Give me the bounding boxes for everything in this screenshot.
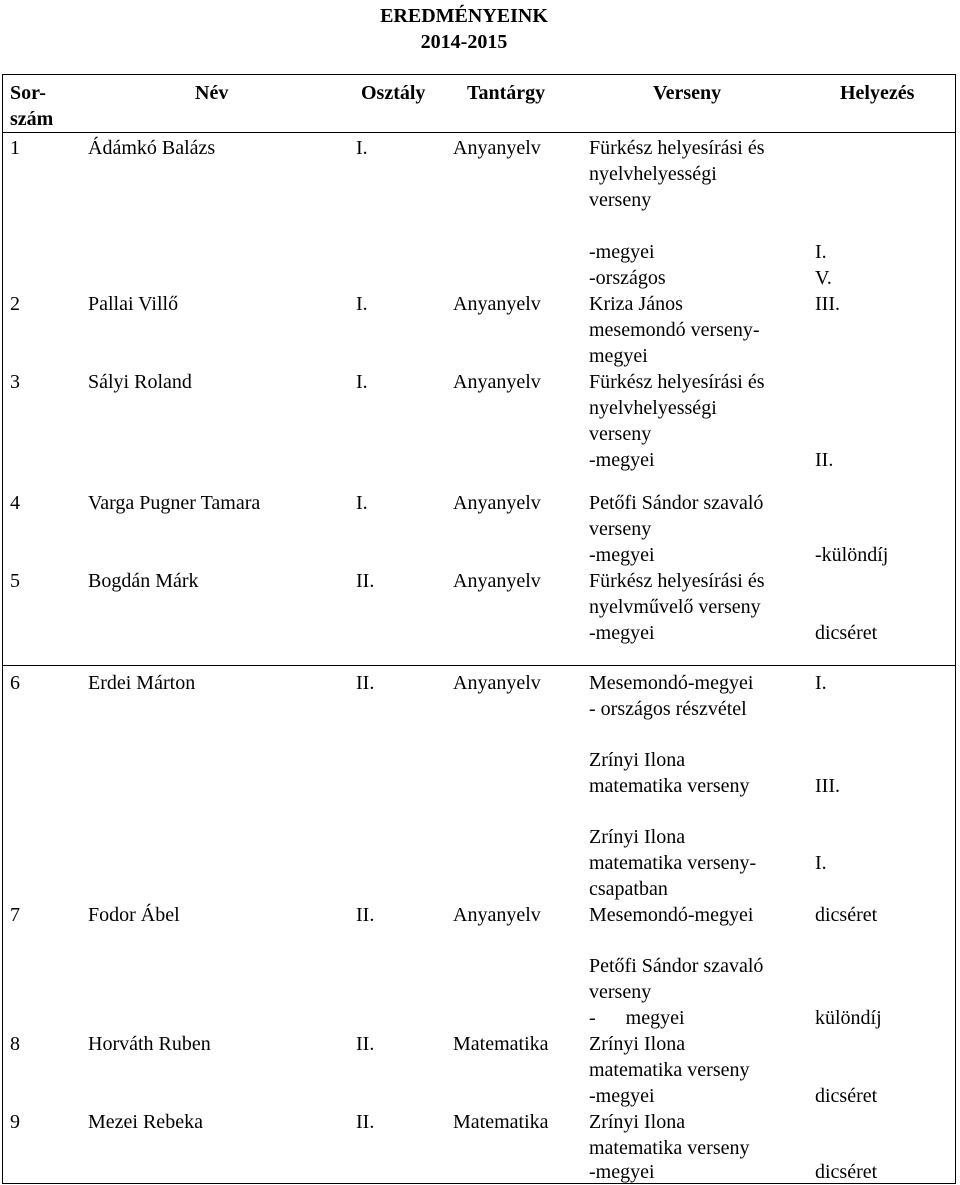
student-name: Horváth Ruben [88,1033,211,1055]
row-number: 8 [10,1033,20,1055]
placement-cell: I. [815,672,827,694]
competition-line: Fürkész helyesírási és [589,137,765,159]
competition-line: Mesemondó-megyei [589,904,754,926]
competition-line: matematika verseny [589,1059,750,1081]
student-name: Erdei Márton [88,672,196,694]
class-cell: I. [356,371,368,393]
subject-cell: Anyanyelv [453,904,541,926]
competition-line: nyelvhelyességi [589,397,717,419]
subject-cell: Anyanyelv [453,570,541,592]
row-number: 7 [10,904,20,926]
header-tantargy: Tantárgy [467,82,546,104]
placement-cell: III. [815,775,840,797]
class-cell: II. [356,672,375,694]
document-title: EREDMÉNYEINK [380,5,548,27]
competition-line: matematika verseny [589,1137,750,1159]
subject-cell: Anyanyelv [453,492,541,514]
student-name: Fodor Ábel [88,904,180,926]
competition-line: -megyei [589,241,655,263]
competition-line: - megyei [589,1007,685,1029]
competition-line: Petőfi Sándor szavaló [589,955,764,977]
competition-line: Zrínyi Ilona [589,1111,686,1133]
competition-line: -megyei [589,622,655,644]
placement-cell: III. [815,293,840,315]
results-table [2,74,956,1184]
placement-cell: dicséret [815,622,878,644]
placement-cell: különdíj [815,1007,882,1029]
competition-line: nyelvművelő verseny [589,596,761,618]
row-number: 3 [10,371,20,393]
placement-cell: I. [815,241,827,263]
competition-line: nyelvhelyességi [589,163,717,185]
competition-line: Petőfi Sándor szavaló [589,492,764,514]
competition-line: verseny [589,423,652,445]
subject-cell: Anyanyelv [453,672,541,694]
competition-line: megyei [589,345,648,367]
row-number: 9 [10,1111,20,1133]
class-cell: II. [356,570,375,592]
header-verseny: Verseny [653,82,722,104]
row-number: 6 [10,672,20,694]
competition-line: -megyei [589,1085,655,1107]
competition-line: -megyei [589,1161,655,1183]
class-cell: I. [356,492,368,514]
class-cell: II. [356,1111,375,1133]
header-divider [2,132,956,133]
class-cell: II. [356,1033,375,1055]
header-osztaly: Osztály [361,82,426,104]
document-subtitle: 2014-2015 [420,31,508,53]
competition-line: csapatban [589,878,668,900]
class-cell: I. [356,137,368,159]
class-cell: I. [356,293,368,315]
competition-line: Kriza János [589,293,683,315]
competition-line: mesemondó verseny- [589,319,760,341]
competition-line: Mesemondó-megyei [589,672,754,694]
competition-line: matematika verseny [589,775,750,797]
row-number: 2 [10,293,20,315]
competition-line: verseny [589,981,652,1003]
student-name: Varga Pugner Tamara [88,492,261,514]
subject-cell: Matematika [453,1033,549,1055]
competition-line: Fürkész helyesírási és [589,371,765,393]
placement-cell: -különdíj [815,544,889,566]
header-helyezes: Helyezés [840,82,915,104]
competition-line: verseny [589,189,652,211]
competition-line: Fürkész helyesírási és [589,570,765,592]
row-number: 5 [10,570,20,592]
placement-cell: dicséret [815,904,878,926]
header-sorszam: Sor- szám [10,82,54,130]
competition-line: -megyei [589,544,655,566]
header-nev: Név [195,82,229,104]
section-divider [2,665,956,666]
student-name: Bogdán Márk [88,570,199,592]
student-name: Ádámkó Balázs [88,137,216,159]
competition-line: -országos [589,267,666,289]
competition-line: - országos részvétel [589,698,747,720]
student-name: Mezei Rebeka [88,1111,203,1133]
competition-line: matematika verseny- [589,852,757,874]
student-name: Pallai Villő [88,293,179,315]
placement-cell: dicséret [815,1085,878,1107]
competition-line: Zrínyi Ilona [589,1033,686,1055]
class-cell: II. [356,904,375,926]
subject-cell: Matematika [453,1111,549,1133]
competition-line: -megyei [589,449,655,471]
row-number: 4 [10,492,20,514]
row-number: 1 [10,137,20,159]
subject-cell: Anyanyelv [453,293,541,315]
placement-cell: V. [815,267,832,289]
student-name: Sályi Roland [88,371,192,393]
placement-cell: II. [815,449,834,471]
competition-line: verseny [589,518,652,540]
subject-cell: Anyanyelv [453,371,541,393]
competition-line: Zrínyi Ilona [589,826,686,848]
subject-cell: Anyanyelv [453,137,541,159]
competition-line: Zrínyi Ilona [589,749,686,771]
placement-cell: dicséret [815,1161,878,1183]
placement-cell: I. [815,852,827,874]
